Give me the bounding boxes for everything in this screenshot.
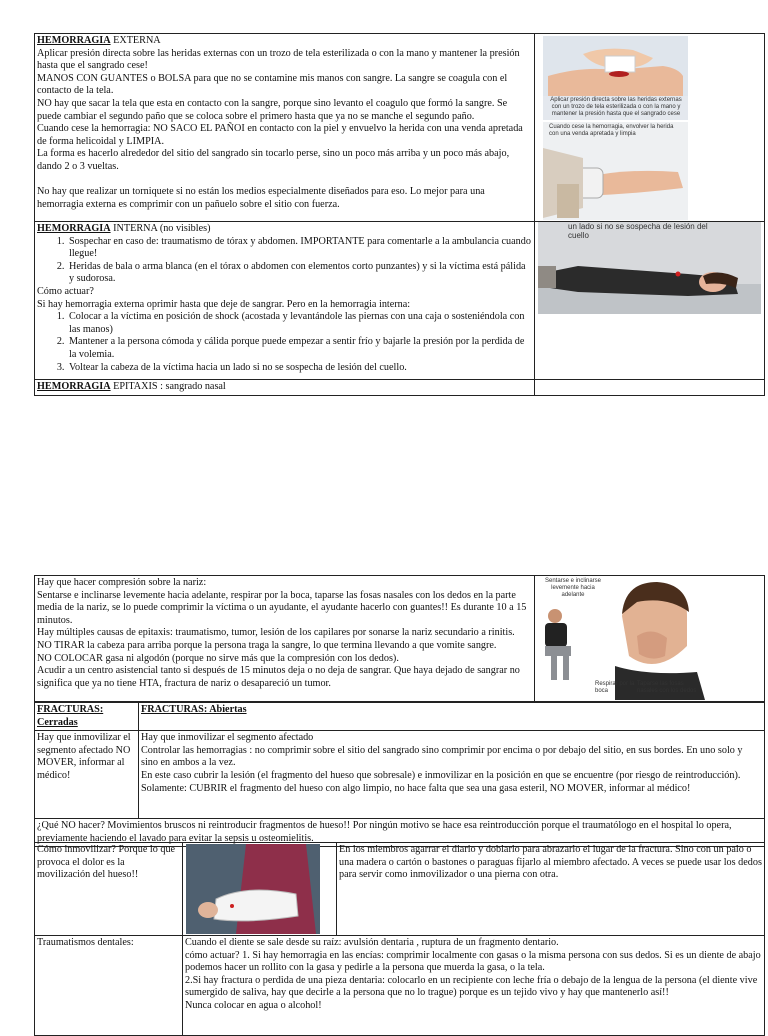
inmovilizar-left-cell: Cómo inmovilizar? Porque lo que provoca el dolor es la movilización del hueso!! bbox=[35, 843, 183, 936]
list-item: 2. Heridas de bala o arma blanca (en el tórax o abdomen con elementos corto punzantes) y si la víctima está pálida y sudorosa. bbox=[67, 261, 532, 286]
nariz-line: Sentarse e inclinarse levemente hacia adelante, respirar por la boca, taparse las fosas nasales con los dedos en la parte media de la nariz, se lo puede comprimir la víctima o un ayudante, el ayudante hacerlo con guantes!! Es durante 10 a 15 minutos. bbox=[37, 589, 527, 626]
externa-cell bbox=[35, 34, 535, 222]
list-item: 1. Sospechar en caso de: traumatismo de tórax y abdomen. IMPORTANTE para comentarle a la ambulancia cuando llegue! bbox=[67, 236, 532, 261]
abiertas-line: Solamente: CUBRIR el fragmento del hueso con algo limpio, no hace falta que sea una gasa esteril, NO MOVER, informar al médico! bbox=[141, 782, 691, 794]
dentales-right-cell bbox=[183, 936, 765, 1036]
cerradas-title-b: Cerradas bbox=[37, 716, 78, 728]
abiertas-title: FRACTURAS: Abiertas bbox=[141, 704, 247, 715]
que-no-hacer-cell: ¿Qué NO hacer? Movimientos bruscos ni reintroducir fragmentos de hueso!! Por ningún motivo se hace esa reintroducción porque el traumatólogo en el hospital lo opera, previamente haciendo el lavado para evitar la sepsis u osteomielitis. bbox=[35, 819, 765, 847]
abiertas-title-cell bbox=[139, 703, 765, 731]
page1-table bbox=[34, 33, 765, 396]
externa-line: No hay que realizar un torniquete si no están los medios especialmente diseñados para eso. Lo mejor para una hemorragia externa es comprimir con un pañuelo sobre el sitio con fuerza. bbox=[37, 186, 485, 210]
abiertas-line: Controlar las hemorragias : no comprimir sobre el sitio del sangrado sino comprimir por encima o por debajo del sitio, en sus bordes. En uno solo y sino en ambos a la vez. bbox=[141, 744, 743, 769]
epitaxis-title-cell bbox=[35, 380, 535, 396]
splint-image bbox=[186, 844, 320, 934]
dentales-line: Nunca colocar en agua o alcohol! bbox=[185, 999, 322, 1011]
interna-cell bbox=[35, 222, 535, 380]
nariz-image-cell bbox=[535, 576, 765, 702]
dentales-line: Cuando el diente se sale desde su raíz: avulsión dentaria , ruptura de un fragmento dentario. bbox=[185, 937, 559, 948]
interna-image-cell bbox=[535, 222, 765, 380]
page2-nariz-table bbox=[34, 575, 765, 702]
nariz-line: Hay que hacer compresión sobre la nariz: bbox=[37, 577, 207, 588]
externa-image-cell bbox=[535, 34, 765, 222]
externa-line: Cuando cese la hemorragia: NO SACO EL PAÑOI en contacto con la piel y envuelvo la herida con una venda apretada de forma helicoidal y LIMPIA. bbox=[37, 123, 523, 147]
nosebleed-caption-left: Respirar por la boca bbox=[595, 681, 635, 694]
como-actuar: Cómo actuar? bbox=[37, 285, 94, 297]
page2-dentales-table bbox=[34, 935, 765, 1036]
interna-title: HEMORRAGIA INTERNA (no visibles) bbox=[37, 223, 211, 234]
nariz-line: NO TIRAR la cabeza para arriba porque la persona traga la sangre, lo que termina llevando a que vomite sangre. bbox=[37, 639, 497, 651]
nosebleed-image bbox=[537, 576, 705, 700]
dentales-left-cell: Traumatismos dentales: bbox=[35, 936, 183, 1036]
nariz-line: Hay múltiples causas de epitaxis: traumatismo, tumor, lesión de los capilares por sonarse la nariz secundario a rinitis. bbox=[37, 627, 515, 639]
dentales-line: 2.Si hay fractura o perdida de una pieza dentaria: colocarlo en un recipiente con leche fría o debajo de la lengua de la persona (el diente vive sumergido de saliva, hay que decirle a la persona que no lo trague) porque es un tejido vivo y hay que mantenerlo así!! bbox=[185, 974, 758, 999]
interna-list-actuar bbox=[37, 311, 532, 374]
nosebleed-caption-right: Taparse las fosas nasales con los dedos bbox=[637, 681, 697, 694]
page2-inmovilizar-table bbox=[34, 842, 765, 936]
externa-line bbox=[37, 174, 532, 187]
epitaxis-empty-cell bbox=[535, 380, 765, 396]
page2-fracturas-table bbox=[34, 702, 765, 847]
bandage-image bbox=[543, 122, 688, 220]
epitaxis-title-a: HEMORRAGIA bbox=[37, 381, 111, 392]
epitaxis-title-b: EPITAXIS : sangrado nasal bbox=[110, 381, 226, 392]
splint-image-cell bbox=[183, 843, 337, 936]
hand-pressure-caption: Aplicar presión directa sobre las heridas externas con un trozo de tela esterilizada o con la mano y mantener la presión hasta que el sangrado cese bbox=[550, 97, 682, 117]
hand-pressure-image bbox=[543, 36, 688, 120]
externa-title: HEMORRAGIA EXTERNA bbox=[37, 35, 161, 46]
si-hay-hemorragia: Si hay hemorragia externa oprimir hasta que deje de sangrar. Pero en la hemorragia interna: bbox=[37, 298, 411, 310]
list-item: 3. Voltear la cabeza de la víctima hacia un lado si no se sospecha de lesión del cuello. bbox=[67, 362, 532, 375]
abiertas-text-cell bbox=[139, 731, 765, 819]
abiertas-line: En este caso cubrir la lesión (el fragmento del hueso que sobresale) e inmovilizar en la posición en que se encuentre (por riesgo de reintroducción). bbox=[141, 769, 741, 781]
nariz-line: NO COLOCAR gasa ni algodón (porque no sirve más que la compresión con los dedos). bbox=[37, 652, 399, 664]
cerradas-text-cell: Hay que inmovilizar el segmento afectado NO MOVER, informar al médico! bbox=[35, 731, 139, 819]
nariz-line: Acudir a un centro asistencial tanto si después de 15 minutos deja o no deja de sangrar. Que haya dejado de sangrar no significa que ya no tiene HTA, fractura de nariz o desapareció un tumor. bbox=[37, 665, 520, 689]
nosebleed-caption-top: Sentarse e inclinarse levemente hacia adelante bbox=[544, 578, 602, 598]
externa-body bbox=[37, 48, 532, 212]
bandage-caption: Cuando cese la hemorragia, envolver la herida con una venda apretada y limpia bbox=[549, 124, 674, 137]
shock-position-image bbox=[538, 222, 761, 314]
externa-line: MANOS CON GUANTES o BOLSA para que no se contamine mis manos con sangre. La sangre se coagula con el contacto de la tela. bbox=[37, 72, 508, 97]
cerradas-title-a: FRACTURAS: bbox=[37, 704, 104, 715]
interna-list-sospechar bbox=[37, 236, 532, 286]
inmovilizar-right-cell: En los miembros agarrar el diario y doblarlo para abrazarlo el lugar de la fractura. Sino con un palo o una madera o cartón o bastones o paraguas fijarlo al miembro afectado. A veces se puede usar los dedos para servir como inmovilizador o una pierna con otra. bbox=[337, 843, 765, 936]
shock-caption: un lado si no se sospecha de lesión del cuello bbox=[568, 222, 708, 240]
externa-line: NO hay que sacar la tela que esta en contacto con la sangre, porque sino levanto el coagulo que formó la sangre. Se puede cambiar el segundo paño que se coloca sobre el primero hasta que ya no se manche el segundo paño. bbox=[37, 97, 508, 122]
list-item: 2. Mantener a la persona cómoda y cálida porque puede empezar a sentir frío y bajarle la presión por la perdida de la volemia. bbox=[67, 336, 532, 361]
cerradas-title-cell bbox=[35, 703, 139, 731]
externa-line: La forma es hacerlo alrededor del sitio del sangrado sin tocarlo perse, sino un poco más arriba y un poco más abajo, dando 2 o 3 vueltas. bbox=[37, 148, 510, 172]
externa-line: Aplicar presión directa sobre las heridas externas con un trozo de tela esterilizada o con la mano y mantener la presión hasta que el sangrado cese! bbox=[37, 47, 520, 72]
list-item: 1. Colocar a la víctima en posición de shock (acostada y levantándole las piernas con una caja o sosteniéndola con las manos) bbox=[67, 311, 532, 336]
nariz-cell bbox=[35, 576, 535, 702]
abiertas-line: Hay que inmovilizar el segmento afectado bbox=[141, 732, 314, 744]
dentales-line: cómo actuar? 1. Si hay hemorragia en las encías: comprimir localmente con gasas o la misma persona con sus dedos. Si es un diente de abajo podemos hacer un rollito con la gasa y pedirle a la persona que muerda la gasa, o la tela. bbox=[185, 949, 761, 974]
